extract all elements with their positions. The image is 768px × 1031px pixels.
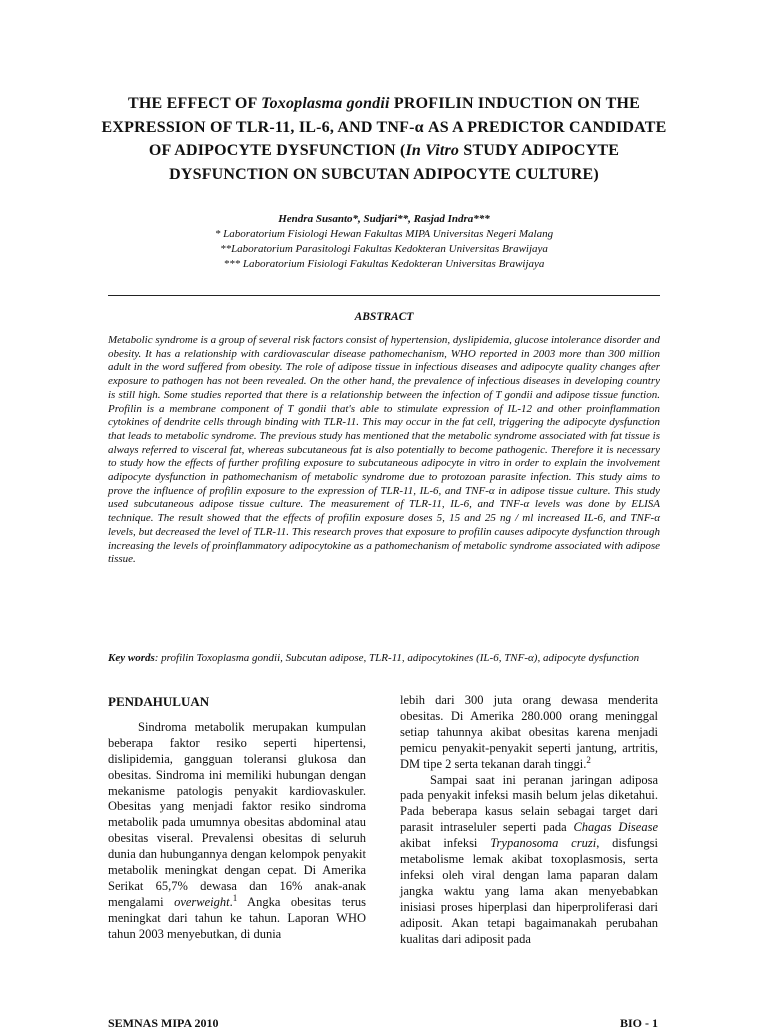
- paragraph: Sampai saat ini peranan jaringan adiposa pada penyakit infeksi masih belum jelas diketahui. Pada beberapa kasus selain sebagai target dari parasit intraseluler seperti pada Chagas Disease akibat infeksi Trypanosoma cruzi, disfungsi metabolisme lemak akibat toxoplasmosis, serta infeksi oleh viral dengan lama paparan dalam jangka waktu yang lama akan menyebabkan inisiasi proses hiperplasi dan hiperproliferasi dari adiposit. Akan tetapi bagaimanakah perubahan kualitas dari adiposit pada: [400, 772, 658, 946]
- title-part: PROFILIN INDUCTION ON THE EXPRESSION OF TLR-11, IL-6, AND TNF-α AS A PREDICTOR CANDIDATE OF ADIPOCYTE DYSFUNCTION (: [101, 95, 667, 159]
- author-block: [100, 212, 668, 272]
- paper-title: [100, 92, 668, 186]
- title-part: STUDY ADIPOCYTE DYSFUNCTION ON SUBCUTAN ADIPOCYTE CULTURE): [169, 142, 620, 183]
- keywords-label: Key words: [108, 652, 155, 664]
- affiliation-1: * Laboratorium Fisiologi Hewan Fakultas MIPA Universitas Negeri Malang: [214, 228, 554, 240]
- abstract-body: Metabolic syndrome is a group of several risk factors consist of hypertension, dyslipidemia, glucose intolerance disorder and obesity. It has a relationship with cardiovascular disease pathomechanism, WHO reported in 2003 more than 300 million adult in the word suffered from obesity. The role of adipose tissue in infectious diseases and adipocyte quality changes after exposure to pathogen has not been revealed. On the other hand, the prevalence of infectious diseases in developing country is still high. Some studies reported that there is a relationship between the infection of T gondii and adipose tissue function. Profilin is a membrane component of T gondii that's able to stimulate expression of IL-12 and other proinflammation cytokines of dendrite cells through binding with TLR-11. This may occur in the fat cell, triggering the adipocyte dysfunction that leads to metabolic syndrome. The previous study has mentioned that the metabolic syndrome associated with fat tissue is always referred to visceral fat, whereas subcutaneous fat is also potentially to become pathogenic. Therefore it is necessary to study how the effects of further profiling exposure to subcutaneous adipocyte in vitro in order to explain the involvement adipocyte dysfunction in pathomechanism of metabolic syndrome due to protozoan parasite infection. This study aims to prove the influence of profilin exposure to the expression of TLR-11, IL-6, and TNF-α in adipose tissue culture. This study used subcutaneous adipose tissue culture. The measurement of TLR-11, IL-6, and TNF-α levels was done by ELISA technique. The result showed that the effects of profilin exposure doses 5, 15 and 25 ng / ml increased IL-6, and TNF-α levels, but decreased the level of TLR-11. This research proves that exposure to profilin causes adipocyte dysfunction through increasing the levels of proinflammatory adipocytokine as a pathomechanism of metabolic syndrome associated with adipose tissue.: [108, 334, 660, 566]
- title-part: THE EFFECT OF: [128, 95, 262, 112]
- author-names: Hendra Susanto*, Sudjari**, Rasjad Indra***: [278, 213, 490, 225]
- abstract-heading: ABSTRACT: [354, 311, 414, 323]
- affiliation-3: *** Laboratorium Fisiologi Fakultas Kedokteran Universitas Brawijaya: [223, 258, 545, 270]
- footer-right: BIO - 1: [620, 1016, 659, 1030]
- title-in-vitro: In Vitro: [405, 142, 460, 159]
- affiliation-2: **Laboratorium Parasitologi Fakultas Kedokteran Universitas Brawijaya: [220, 243, 548, 255]
- right-column: [400, 693, 658, 948]
- section-heading: PENDAHULUAN: [108, 694, 210, 709]
- title-species: Toxoplasma gondii: [261, 95, 390, 112]
- keywords-text: : profilin Toxoplasma gondii, Subcutan adipose, TLR-11, adipocytokines (IL-6, TNF-α), adipocyte dysfunction: [154, 652, 640, 664]
- paragraph: lebih dari 300 juta orang dewasa menderita obesitas. Di Amerika 280.000 orang meninggal setiap tahunnya akibat obesitas karena menjadi pemicu penyakit-penyakit seperti jantung, artritis, DM tipe 2 serta tekanan darah tinggi.$^2$: [400, 693, 658, 771]
- paragraph: Sindroma metabolik merupakan kumpulan beberapa faktor resiko seperti hipertensi, dislipidemia, gangguan toleransi glukosa dan obesitas. Sindroma ini memiliki hubungan dengan mekanisme patologis penyakit kardiovaskuler. Obesitas yang menjadi faktor resiko sindroma metabolik pada umumnya obesitas abdominal atau obesitas viseral. Prevalensi obesitas di seluruh dunia dan hubungannya dengan kelompok penyakit metabolik meningkat dengan cepat. Di Amerika Serikat 65,7% dewasa dan 16% anak-anak mengalami overweight.$^1$ Angka obesitas terus meningkat dari tahun ke tahun. Laporan WHO tahun 2003 menyebutkan, di dunia: [108, 719, 366, 941]
- divider: [108, 295, 660, 296]
- keywords: [108, 651, 660, 665]
- left-column: [108, 694, 366, 943]
- footer-left: SEMNAS MIPA 2010: [108, 1016, 219, 1030]
